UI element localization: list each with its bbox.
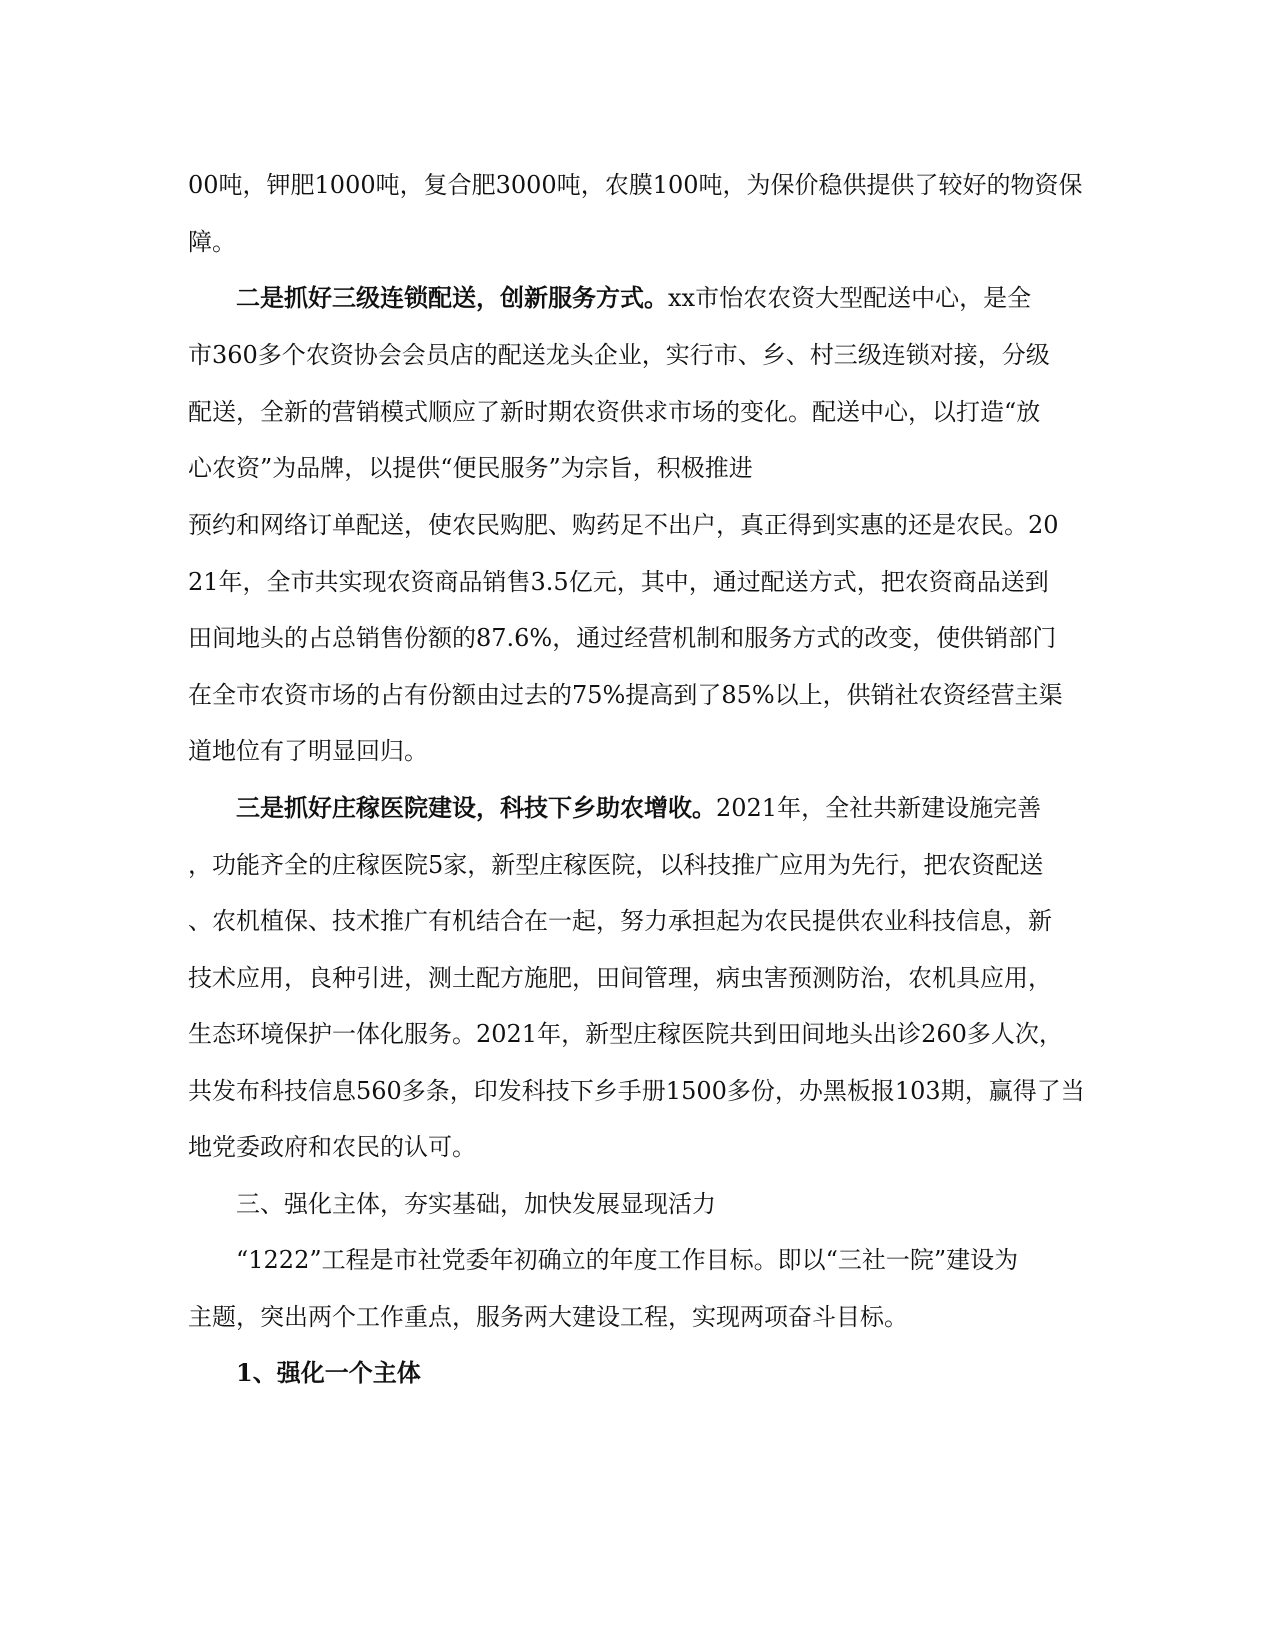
body-line: 、农机植保、技术推广有机结合在一起，努力承担起为农民提供农业科技信息，新 <box>188 907 1052 935</box>
paragraph-three-first-line <box>236 788 1136 828</box>
body-line: 道地位有了明显回归。 <box>188 737 428 765</box>
paragraph-three-heading: 三是抓好庄稼医院建设，科技下乡助农增收。 <box>236 793 716 822</box>
body-line: 技术应用，良种引进，测土配方施肥，田间管理，病虫害预测防治，农机具应用， <box>188 964 1052 992</box>
body-line: ，功能齐全的庄稼医院5家，新型庄稼医院，以科技推广应用为先行，把农资配送 <box>188 851 1044 879</box>
body-line: 市360多个农资协会会员店的配送龙头企业，实行市、乡、村三级连锁对接，分级 <box>188 341 1050 369</box>
paragraph-three-text: 2021年，全社共新建设施完善 <box>716 794 1042 822</box>
body-line: 预约和网络订单配送，使农民购肥、购药足不出户，真正得到实惠的还是农民。20 <box>188 511 1059 539</box>
body-line: 共发布科技信息560多条，印发科技下乡手册1500多份，办黑板报103期，赢得了当 <box>188 1077 1085 1105</box>
body-line: 生态环境保护一体化服务。2021年，新型庄稼医院共到田间地头出诊260多人次， <box>188 1020 1063 1048</box>
paragraph-two-first-line <box>236 278 1136 318</box>
paragraph-two-text: xx市怡农农资大型配送中心，是全 <box>668 284 1032 312</box>
body-line: 地党委政府和农民的认可。 <box>188 1133 476 1161</box>
body-line: “1222”工程是市社党委年初确立的年度工作目标。即以“三社一院”建设为 <box>236 1246 1019 1274</box>
body-line: 主题，突出两个工作重点，服务两大建设工程，实现两项奋斗目标。 <box>188 1303 908 1331</box>
subsection-heading: 1、强化一个主体 <box>236 1358 421 1387</box>
section-heading: 三、强化主体，夯实基础，加快发展显现活力 <box>236 1190 716 1218</box>
body-line: 田间地头的占总销售份额的87.6%，通过经营机制和服务方式的改变，使供销部门 <box>188 624 1057 652</box>
body-line: 在全市农资市场的占有份额由过去的75%提高到了85%以上，供销社农资经营主渠 <box>188 681 1063 709</box>
body-line: 21年，全市共实现农资商品销售3.5亿元，其中，通过配送方式，把农资商品送到 <box>188 568 1049 596</box>
body-line: 障。 <box>188 228 236 256</box>
body-line: 配送，全新的营销模式顺应了新时期农资供求市场的变化。配送中心，以打造“放 <box>188 398 1041 426</box>
paragraph-two-heading: 二是抓好三级连锁配送，创新服务方式。 <box>236 283 668 312</box>
body-line: 心农资”为品牌，以提供“便民服务”为宗旨，积极推进 <box>188 454 753 482</box>
body-line: 00吨，钾肥1000吨，复合肥3000吨，农膜100吨，为保价稳供提供了较好的物资保 <box>188 171 1083 199</box>
